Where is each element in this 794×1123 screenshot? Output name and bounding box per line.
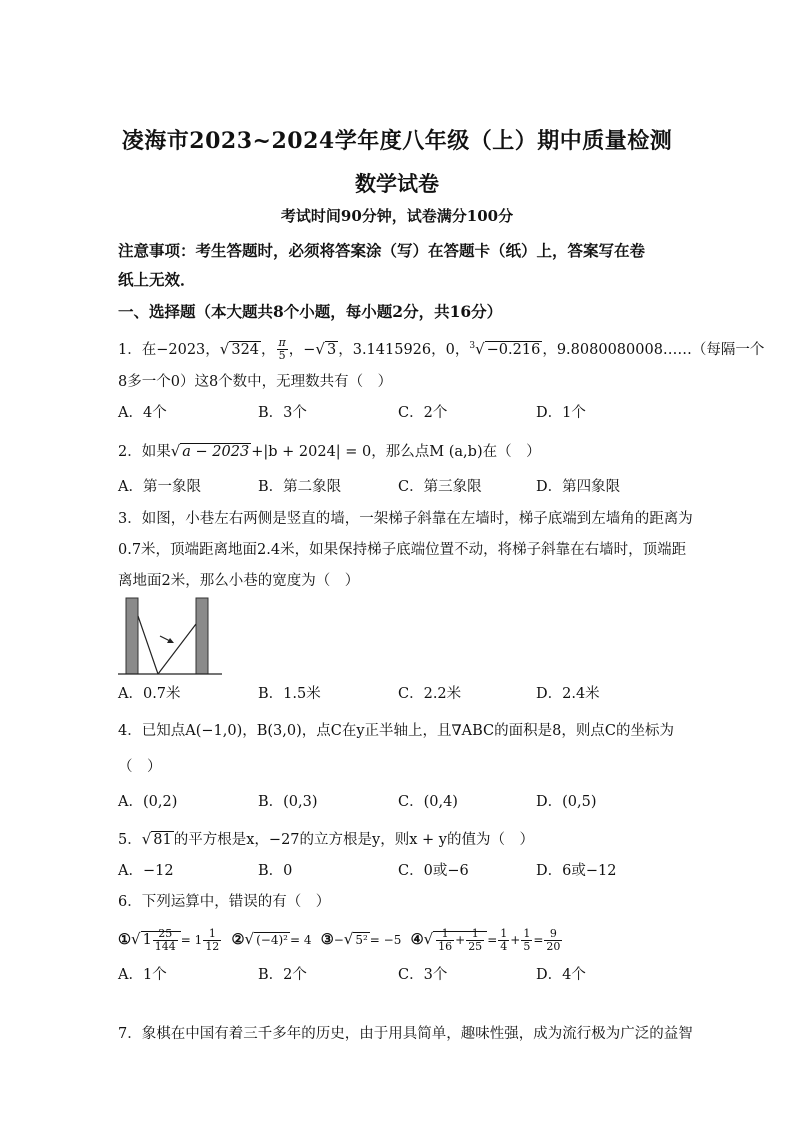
- q1-sqrt324: 324: [231, 341, 260, 358]
- q6-expr-3-eq: = −5: [369, 933, 402, 947]
- q3-option-a: A．0.7米: [118, 686, 181, 702]
- q2-abs-expr: +|b + 2024| = 0: [251, 444, 372, 460]
- question-2: [118, 441, 541, 462]
- alley-ladder-figure: [118, 596, 224, 678]
- q6-option-d: D．4个: [536, 967, 586, 983]
- q6-option-c: C．3个: [398, 967, 448, 983]
- ladder-right: [158, 624, 196, 674]
- q1-pi-fraction: $\frac{\pi}{5}$: [278, 336, 286, 363]
- q1-option-c: C．2个: [398, 405, 448, 421]
- radical-icon: √: [141, 830, 152, 848]
- q6-expr-4-radicand: $\frac{1}{16}$ + $\frac{1}{25}$: [433, 931, 487, 948]
- q2-sqrt-expr: a − 2023: [182, 444, 250, 460]
- q5-tail: 的平方根是x，−27的立方根是y，则x + y的值为（ ）: [173, 832, 534, 848]
- notice-line-1: 注意事项：考生答题时，必须将答案涂（写）在答题卡（纸）上，答案写在卷: [118, 241, 646, 260]
- radical-icon: √: [244, 930, 255, 948]
- q1-option-a: A．4个: [118, 405, 167, 421]
- page-title: 凌海市2023~2024学年度八年级（上）期中质量检测: [121, 128, 673, 154]
- q1-option-b: B．3个: [258, 405, 307, 421]
- q2-tail: ，那么点M (a,b)在（ ）: [371, 444, 541, 460]
- q5-sqrt81: 81: [153, 832, 172, 848]
- notice-line-2: 纸上无效．: [118, 270, 196, 289]
- q4-option-b: B．(0,3): [258, 794, 318, 810]
- question-6-expressions: ①√ 1 $\frac{25}{144}$ = 1 $\frac{1}{12}$ ②√ (−4)² = 4 ③−√ 5² = −5 ④√ $\frac{1}{16}$ + $\frac{1}{25}$ = $\frac{1}{4}$ + $\frac{1}{5}$ = $\frac{9}{20}$: [118, 926, 561, 953]
- q3-option-c: C．2.2米: [398, 686, 462, 702]
- q6-expr-1-result: $\frac{1}{12}$: [205, 926, 220, 953]
- radical-icon: √: [219, 339, 230, 358]
- q6-expr-1-radicand: 1 $\frac{25}{144}$: [141, 931, 181, 948]
- q1-option-d: D．1个: [536, 405, 586, 421]
- question-7-line-1: 7．象棋在中国有着三千多年的历史，由于用具简单，趣味性强，成为流行极为广泛的益智: [118, 1026, 693, 1042]
- q3-option-b: B．1.5米: [258, 686, 321, 702]
- q5-option-c: C．0或−6: [398, 863, 469, 879]
- q6-expr-2-label: ②: [231, 931, 245, 948]
- q2-option-a: A．第一象限: [118, 479, 201, 495]
- q2-option-c: C．第三象限: [398, 479, 482, 495]
- q4-option-a: A．(0,2): [118, 794, 178, 810]
- q2-lead: 2．如果: [118, 444, 171, 460]
- q6-option-a: A．1个: [118, 967, 167, 983]
- q1-sqrt3: 3: [326, 341, 337, 358]
- right-wall: [196, 598, 208, 674]
- radical-icon: √: [170, 442, 181, 460]
- q2-option-b: B．第二象限: [258, 479, 342, 495]
- section-heading: 一、选择题（本大题共8个小题，每小题2分，共16分）: [118, 302, 503, 321]
- q6-expr-3-radicand: 5²: [355, 933, 368, 947]
- q2-option-d: D．第四象限: [536, 479, 621, 495]
- exam-info: 考试时间90分钟，试卷满分100分: [280, 207, 514, 225]
- question-6-line-1: 6．下列运算中，错误的有（ ）: [118, 894, 331, 910]
- q6-expr-4-result: $\frac{9}{20}$: [546, 926, 561, 953]
- radical-icon: √: [131, 930, 141, 948]
- radical-icon: √: [315, 339, 325, 358]
- question-3-line-3: 离地面2米，那么小巷的宽度为（ ）: [118, 573, 360, 589]
- q5-option-a: A．−12: [118, 863, 174, 879]
- radical-icon: √: [475, 339, 485, 358]
- q4-option-d: D．(0,5): [536, 794, 597, 810]
- q6-expr-4-label: ④: [410, 931, 424, 948]
- q1-cbrt-value: −0.216: [486, 341, 541, 358]
- q6-expr-3-label: ③: [320, 931, 334, 948]
- question-1-line-1: 1．在−2023，√ 324 ， $\frac{\pi}{5}$ ，−√ 3 ，3.1415926，0，$^3$√ −0.216 ，9.8080080008……（每隔一个: [118, 336, 765, 363]
- question-3-line-1: 3．如图，小巷左右两侧是竖直的墙，一架梯子斜靠在左墙时，梯子底端到左墙角的距离为: [118, 511, 693, 527]
- q3-option-d: D．2.4米: [536, 686, 600, 702]
- page-subtitle: 数学试卷: [355, 171, 439, 196]
- question-4-line-1: 4．已知点A(−1,0)，B(3,0)，点C在y正半轴上，且∇ABC的面积是8，则点C的坐标为: [118, 723, 674, 739]
- ladder-left: [138, 616, 158, 674]
- q5-option-b: B．0: [258, 863, 293, 879]
- q1-lead: 1．在−2023，: [118, 341, 220, 358]
- q1-cbrt-index: 3: [469, 341, 476, 351]
- q6-option-b: B．2个: [258, 967, 307, 983]
- q1-tail: ，9.8080080008……（每隔一个: [542, 341, 765, 358]
- q5-option-d: D．6或−12: [536, 863, 617, 879]
- q1-neg-sign: ，−: [288, 341, 316, 358]
- q5-lead: 5．: [118, 832, 142, 848]
- question-1-line-2: 8多一个0）这8个数中，无理数共有（ ）: [118, 374, 393, 390]
- left-wall: [126, 598, 138, 674]
- question-3-line-2: 0.7米，顶端距离地面2.4米，如果保持梯子底端位置不动，将梯子斜靠在右墙时，顶端距: [118, 542, 687, 558]
- q1-rest: ，3.1415926，0，: [338, 341, 470, 358]
- question-5: [118, 829, 534, 850]
- q6-expr-1-eq: = 1: [180, 933, 203, 947]
- q6-expr-3-sign: −: [333, 933, 344, 947]
- radical-icon: √: [343, 930, 354, 948]
- q6-expr-2-eq: = 4: [289, 933, 312, 947]
- q4-option-c: C．(0,4): [398, 794, 458, 810]
- radical-icon: √: [423, 930, 434, 948]
- question-4-line-2: （ ）: [118, 759, 162, 775]
- q6-expr-1-label: ①: [118, 931, 131, 948]
- q6-expr-2-radicand: (−4)²: [256, 933, 288, 947]
